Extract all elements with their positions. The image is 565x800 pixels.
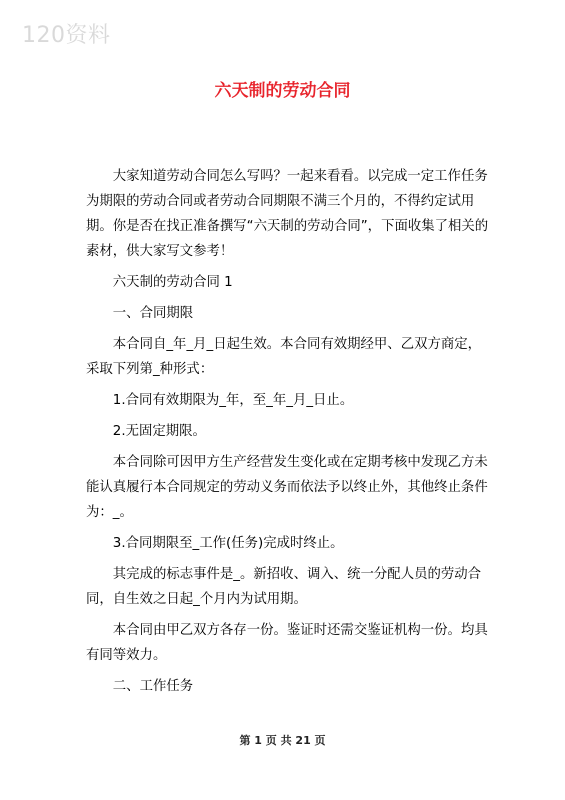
paragraph: 本合同除可因甲方生产经营发生变化或在定期考核中发现乙方未能认真履行本合同规定的劳动义务而依法予以终止外，其他终止条件为：_。: [86, 455, 488, 520]
page-number: 第 1 页 共 21 页: [239, 734, 326, 747]
intro-paragraph: 大家知道劳动合同怎么写吗？一起来看看。以完成一定工作任务为期限的劳动合同或者劳动合同期限不满三个月的，不得约定试用期。你是否在找正准备撰写“六天制的劳动合同”，下面收集了相关的素材，供大家写文参考！: [86, 169, 489, 259]
subsection-heading: 一、合同期限: [112, 306, 194, 321]
list-item: 3.合同期限至_工作(任务)完成时终止。: [112, 536, 344, 551]
paragraph: 本合同自_年_月_日起生效。本合同有效期经甲、乙双方商定，采取下列第_种形式：: [86, 337, 482, 377]
subsection-heading: 二、工作任务: [112, 679, 194, 694]
paragraph: 其完成的标志事件是_。新招收、调入、统一分配人员的劳动合同，自生效之日起_个月内为试用期。: [86, 567, 482, 607]
document-body: [86, 164, 490, 705]
list-item: 1.合同有效期限为_年，至_年_月_日止。: [112, 393, 354, 408]
list-item: 2.无固定期限。: [112, 424, 206, 439]
document-title: 六天制的劳动合同: [214, 81, 351, 101]
watermark-logo: 120资料: [22, 23, 111, 48]
paragraph: 本合同由甲乙双方各存一份。鉴证时还需交鉴证机构一份。均具有同等效力。: [86, 623, 488, 663]
section-heading: 六天制的劳动合同 1: [112, 275, 233, 290]
